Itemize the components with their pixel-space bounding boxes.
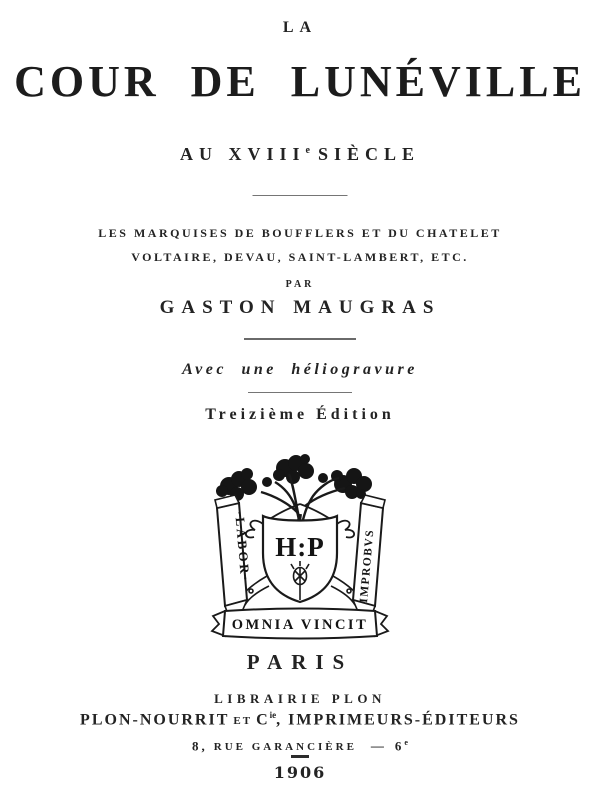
imprint-city: PARIS bbox=[246, 650, 354, 674]
subtitle-text: AU XVIII bbox=[179, 144, 306, 164]
address-street: RUE GARANCIÈRE bbox=[213, 741, 357, 754]
subtitle-superscript: e bbox=[305, 145, 310, 156]
illustration-note: Avec une héliogravure bbox=[182, 361, 418, 378]
imprint-publisher: LIBRAIRIE PLON bbox=[214, 691, 386, 706]
subject-line-1: LES MARQUISES DE BOUFFLERS ET DU CHATELET bbox=[98, 226, 502, 240]
printer-et: ET bbox=[233, 715, 253, 728]
address-dash: — bbox=[370, 738, 387, 754]
series-word: LA bbox=[282, 19, 318, 36]
printer-name: PLON-NOURRIT bbox=[80, 711, 230, 729]
printers-mark-icon bbox=[205, 448, 395, 648]
monogram-text: H:P bbox=[275, 532, 325, 562]
book-subtitle bbox=[0, 144, 600, 165]
ribbon-right-text: IMPROBVS bbox=[358, 528, 377, 604]
address-arrondissement-superscript: e bbox=[404, 738, 408, 747]
divider-rule-edition bbox=[248, 392, 352, 393]
printer-cie-superscript: ie bbox=[269, 710, 277, 720]
publication-year: 1906 bbox=[273, 763, 327, 782]
motto-banner-icon bbox=[212, 609, 388, 639]
ribbon-left-text: ·LABOR· bbox=[232, 509, 254, 584]
address-number: 8, bbox=[192, 738, 208, 754]
printer-cie: C bbox=[256, 711, 270, 729]
address-arrondissement: 6 bbox=[394, 738, 405, 754]
imprint-address-line bbox=[0, 738, 600, 754]
book-title: COUR DE LUNÉVILLE bbox=[14, 57, 586, 106]
subtitle-text-rest: SIÈCLE bbox=[317, 144, 420, 164]
year-divider-dash bbox=[291, 755, 309, 758]
subject-line-2: VOLTAIRE, DEVAU, SAINT-LAMBERT, ETC. bbox=[131, 250, 469, 264]
divider-rule-top bbox=[253, 195, 348, 196]
author-name: GASTON MAUGRAS bbox=[159, 297, 441, 318]
ribbon-right-icon bbox=[353, 495, 385, 617]
divider-rule-middle bbox=[244, 338, 356, 340]
motto-banner-text: OMNIA VINCIT bbox=[231, 617, 369, 633]
imprint-printer-line bbox=[0, 710, 600, 729]
printers-mark-emblem bbox=[205, 448, 395, 648]
printer-role: , IMPRIMEURS-ÉDITEURS bbox=[276, 711, 520, 729]
edition-statement: Treizième Édition bbox=[205, 406, 395, 423]
byline-label: PAR bbox=[285, 279, 315, 290]
ribbon-left-icon bbox=[215, 495, 253, 617]
